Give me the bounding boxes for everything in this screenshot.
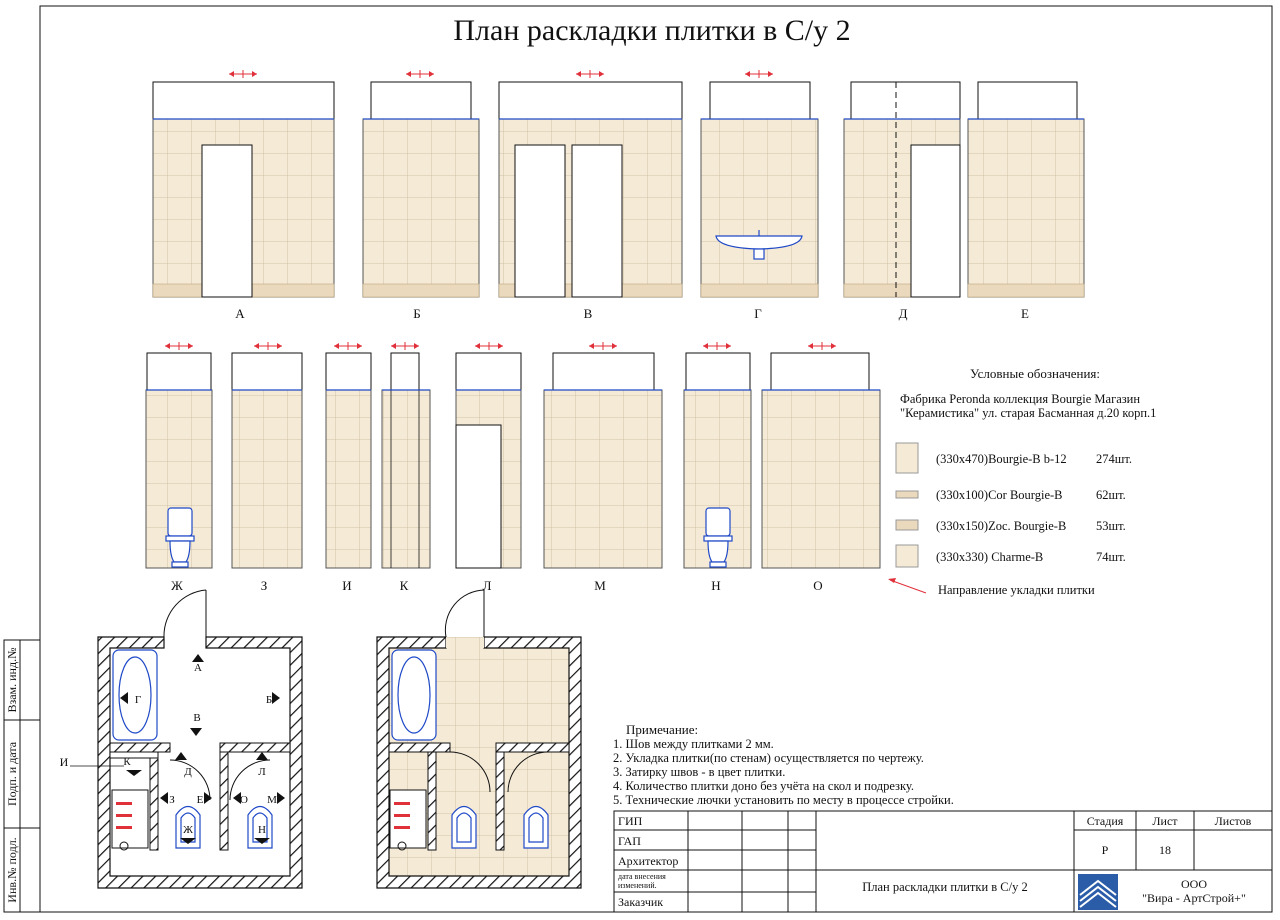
view-mark: О xyxy=(240,794,248,806)
stamp-label: Инв.№ подл. xyxy=(5,837,19,903)
legend-swatch xyxy=(896,520,918,530)
direction-arrow-icon xyxy=(808,342,836,350)
sheet-value: 18 xyxy=(1159,843,1171,857)
elevation-label: М xyxy=(594,578,606,593)
note-item: 2. Укладка плитки(по стенам) осуществляется по чертежу. xyxy=(613,751,924,765)
elevation-label: Н xyxy=(711,578,721,593)
floor-plan-tiled xyxy=(377,590,581,888)
elevation-label: О xyxy=(813,578,823,593)
elevation-m xyxy=(544,342,662,593)
role-label: изменений. xyxy=(618,881,657,890)
direction-arrow-icon xyxy=(589,342,617,350)
direction-arrow-icon xyxy=(576,70,604,78)
elevation-zh xyxy=(146,342,212,593)
legend-swatch xyxy=(896,545,918,567)
view-mark: И xyxy=(59,755,69,769)
legend-item-qty: 274шт. xyxy=(1096,452,1133,466)
direction-arrow-icon xyxy=(745,70,773,78)
legend-heading: Условные обозначения: xyxy=(969,366,1101,381)
role-label: Заказчик xyxy=(618,895,664,909)
page-title: План раскладки плитки в С/у 2 xyxy=(453,14,851,47)
legend-supplier-line2: "Керамистика" ул. старая Басманная д.20 корп.1 xyxy=(900,406,1157,420)
elevation-i xyxy=(326,342,371,593)
view-mark: Л xyxy=(258,766,266,778)
elevation-l xyxy=(456,342,521,593)
elevation-label: В xyxy=(583,306,593,321)
stamp-label: Подп. и дата xyxy=(5,741,19,807)
toilet-icon xyxy=(524,807,548,849)
elevation-label: З xyxy=(260,578,268,593)
elevation-b xyxy=(363,70,479,321)
role-label: ГИП xyxy=(618,814,643,828)
elevation-label: Д xyxy=(898,306,908,321)
view-mark: Н xyxy=(258,824,266,836)
view-mark: А xyxy=(194,662,202,674)
company-line2: "Вира - АртСтрой+" xyxy=(1142,891,1246,905)
view-mark: М xyxy=(267,794,277,806)
legend-item-name: (330x330) Charme-B xyxy=(936,550,1044,564)
legend xyxy=(888,366,1156,597)
elevation-e xyxy=(968,82,1084,321)
drawing-name: План раскладки плитки в С/у 2 xyxy=(862,880,1028,894)
direction-arrow-icon xyxy=(475,342,503,350)
role-label: ГАП xyxy=(618,834,641,848)
legend-swatch xyxy=(896,443,918,473)
company-line1: ООО xyxy=(1181,877,1207,891)
direction-arrow-icon xyxy=(165,342,193,350)
legend-item-name: (330x100)Cor Bourgie-B xyxy=(936,488,1063,502)
stamp-label: Взам. инд.№ xyxy=(5,647,19,713)
legend-item-qty: 74шт. xyxy=(1096,550,1126,564)
note-item: 3. Затирку швов - в цвет плитки. xyxy=(613,765,786,779)
legend-item-qty: 53шт. xyxy=(1096,519,1126,533)
view-mark: Е xyxy=(196,794,204,806)
elevation-a xyxy=(153,70,334,321)
boiler-icon xyxy=(112,790,148,848)
note-item: 4. Количество плитки доно без учёта на скол и подрезку. xyxy=(613,779,915,793)
role-label: дата внесения xyxy=(618,872,666,881)
elevation-o xyxy=(762,342,880,593)
direction-arrow-icon xyxy=(703,342,731,350)
elevation-n xyxy=(684,342,751,593)
legend-supplier-line1: Фабрика Peronda коллекция Bourgie Магазин xyxy=(900,392,1141,406)
direction-arrow-icon xyxy=(334,342,362,350)
legend-item-name: (330x470)Bourgie-B b-12 xyxy=(936,452,1067,466)
legend-item-qty: 62шт. xyxy=(1096,488,1126,502)
stage-header: Стадия xyxy=(1086,814,1124,828)
elevation-v xyxy=(499,70,682,321)
notes xyxy=(613,722,954,807)
note-item: 5. Технические лючки установить по месту в процессе стройки. xyxy=(613,793,954,807)
view-mark: В xyxy=(193,712,201,724)
note-item: 1. Шов между плитками 2 мм. xyxy=(613,737,774,751)
view-mark: К xyxy=(123,756,131,768)
elevation-d xyxy=(844,82,960,321)
elevation-z xyxy=(232,342,302,593)
elevation-g xyxy=(701,70,818,321)
sheet-header: Лист xyxy=(1152,814,1178,828)
elevation-label: Л xyxy=(482,578,492,593)
notes-heading: Примечание: xyxy=(626,722,699,737)
elevation-label: Ж xyxy=(171,578,183,593)
direction-arrow-icon xyxy=(391,342,419,350)
legend-swatch xyxy=(896,491,918,498)
view-mark: Д xyxy=(184,766,192,778)
view-mark: Б xyxy=(265,694,273,706)
view-mark: Г xyxy=(134,694,142,706)
legend-item-name: (330x150)Zoc. Bourgie-B xyxy=(936,519,1067,533)
elevation-label: Б xyxy=(413,306,421,321)
laying-direction-arrow-icon xyxy=(888,578,926,593)
floor-plan-markers xyxy=(60,590,302,888)
elevation-label: Г xyxy=(754,306,762,321)
stage-value: Р xyxy=(1101,843,1109,857)
sheets-header: Листов xyxy=(1214,814,1252,828)
legend-direction-text: Направление укладки плитки xyxy=(938,583,1095,597)
company-logo-icon xyxy=(1078,874,1118,910)
toilet-icon xyxy=(452,807,476,849)
direction-arrow-icon xyxy=(229,70,257,78)
elevation-k xyxy=(382,342,430,593)
role-label: Архитектор xyxy=(618,854,679,868)
direction-arrow-icon xyxy=(406,70,434,78)
view-mark: З xyxy=(169,794,175,806)
elevation-label: Е xyxy=(1021,306,1029,321)
elevation-label: К xyxy=(399,578,409,593)
boiler-icon xyxy=(390,790,426,848)
elevation-label: А xyxy=(235,306,245,321)
direction-arrow-icon xyxy=(254,342,282,350)
bathtub-icon xyxy=(392,650,436,740)
elevation-label: И xyxy=(342,578,352,593)
view-mark: Ж xyxy=(183,824,193,836)
